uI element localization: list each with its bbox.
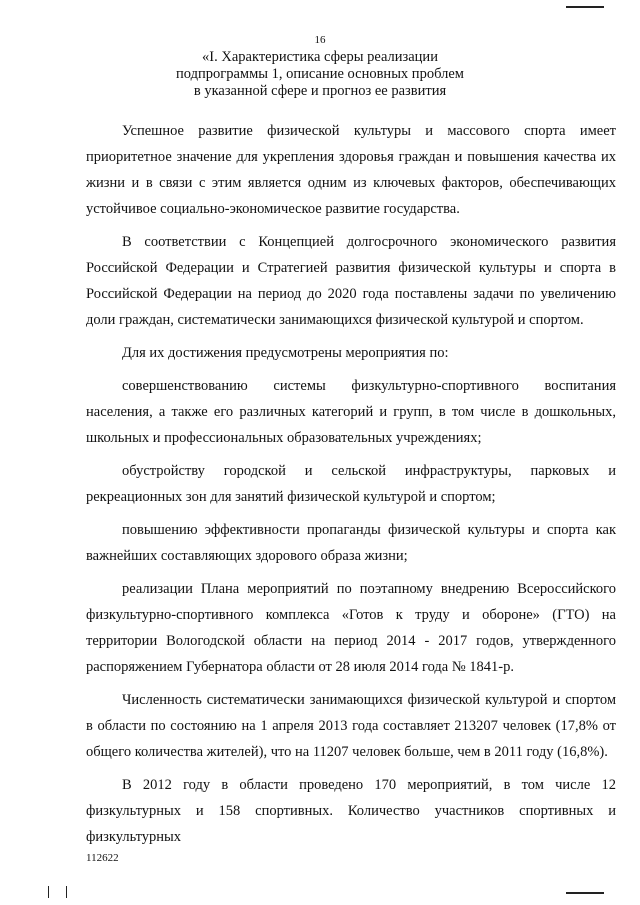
scan-mark-top-right bbox=[566, 6, 604, 8]
paragraph-events-2012: В 2012 году в области проведено 170 мероприятий, в том числе 12 физкультурных и 158 спортивных. Количество участников спортивных и физкультурных bbox=[86, 777, 616, 845]
heading-line-1: «I. Характеристика сферы реализации bbox=[202, 49, 438, 65]
document-code: 112622 bbox=[86, 852, 119, 864]
heading-line-2: подпрограммы 1, описание основных проблем bbox=[176, 66, 464, 82]
paragraph-measure-gto: реализации Плана мероприятий по поэтапному внедрению Всероссийского физкультурно-спортивного комплекса «Готов к труду и обороне» (ГТО) на территории Вологодской области на период 2014 - 2017 годов, утвержденного распоряжением Губернатора области от 28 июля 2014 года № 1841-р. bbox=[86, 581, 616, 675]
paragraph-intro: Успешное развитие физической культуры и массового спорта имеет приоритетное значение для укрепления здоровья граждан и повышения качества их жизни и в связи с этим является одним из ключевых факторов, обеспечивающих устойчивое социально-экономическое развитие государства. bbox=[86, 123, 616, 217]
scan-mark-bottom-right bbox=[566, 892, 604, 894]
scan-mark-bottom-left-1 bbox=[48, 886, 49, 898]
heading-line-3: в указанной сфере и прогноз ее развития bbox=[193, 83, 447, 99]
paragraph-measure-education: совершенствованию системы физкультурно-спортивного воспитания населения, а также его различных категорий и групп, в том числе в дошкольных, школьных и профессиональных образовательных учреждениях; bbox=[86, 378, 616, 446]
paragraph-measure-infrastructure: обустройству городской и сельской инфраструктуры, парковых и рекреационных зон для занятий физической культурой и спортом; bbox=[86, 463, 616, 505]
scan-mark-bottom-left-2 bbox=[66, 886, 67, 898]
page-number: 16 bbox=[314, 34, 326, 46]
body-text bbox=[86, 118, 616, 857]
paragraph-measure-propaganda: повышению эффективности пропаганды физической культуры и спорта как важнейших составляющих здорового образа жизни; bbox=[86, 522, 616, 564]
paragraph-statistics: Численность систематически занимающихся физической культурой и спортом в области по состоянию на 1 апреля 2013 года составляет 213207 человек (17,8% от общего количества жителей), что на 11207 человек больше, чем в 2011 году (16,8%). bbox=[86, 692, 616, 760]
section-heading bbox=[60, 49, 580, 100]
paragraph-measures-lead: Для их достижения предусмотрены мероприятия по: bbox=[122, 345, 449, 361]
paragraph-concept: В соответствии с Концепцией долгосрочного экономического развития Российской Федерации и Стратегией развития физической культуры и спорта в Российской Федерации на период до 2020 года поставлены задачи по увеличению доли граждан, систематически занимающихся физической культурой и спортом. bbox=[86, 234, 616, 328]
